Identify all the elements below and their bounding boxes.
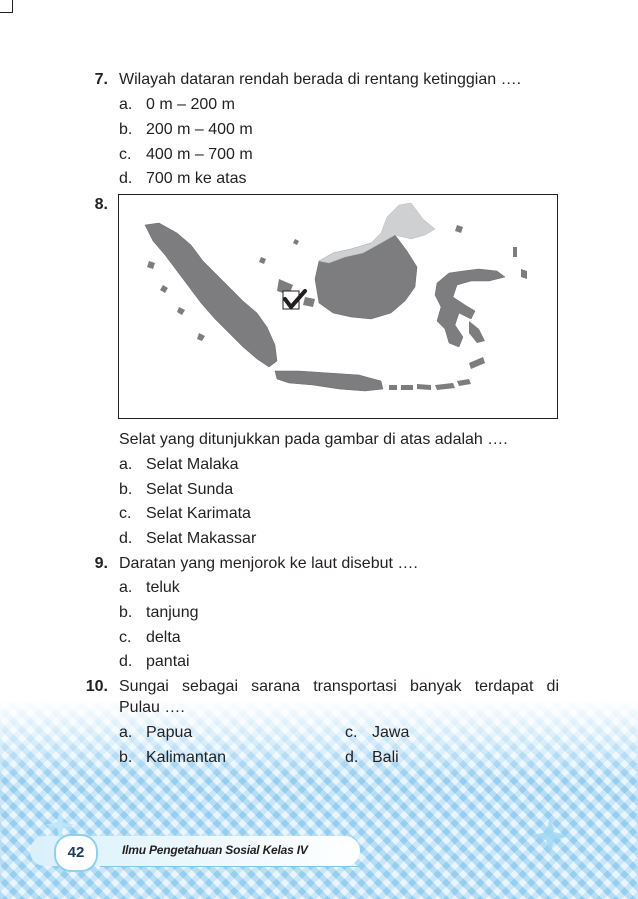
option-a[interactable] [119, 455, 239, 475]
option-letter: c. [345, 724, 358, 741]
option-letter: d. [119, 530, 133, 547]
option-b[interactable] [119, 603, 199, 623]
option-b[interactable] [119, 120, 253, 140]
sumatra-island [145, 223, 277, 367]
sparkle-icon [40, 806, 80, 846]
page-number: 42 [54, 834, 98, 872]
checkmark-icon [283, 291, 305, 309]
option-text: 400 m – 700 m [146, 146, 253, 163]
option-b[interactable] [119, 748, 226, 768]
option-letter: b. [119, 121, 133, 138]
option-a[interactable] [119, 578, 180, 598]
question-text-line-2: Pulau …. [119, 699, 185, 716]
option-text: Selat Sunda [146, 481, 234, 498]
option-letter: c. [119, 505, 132, 522]
option-letter: d. [119, 170, 133, 187]
option-text: pantai [146, 653, 190, 670]
option-text: tanjung [146, 604, 199, 621]
option-letter: d. [345, 749, 359, 766]
sulawesi-island [435, 269, 505, 347]
indonesia-map-graphic [119, 195, 557, 418]
option-letter: a. [119, 724, 133, 741]
option-c[interactable] [345, 723, 409, 743]
option-text: delta [146, 629, 181, 646]
question-text: Wilayah dataran rendah berada di rentang ketinggian …. [119, 71, 522, 88]
book-title: Ilmu Pengetahuan Sosial Kelas IV [122, 843, 308, 857]
indonesia-map [118, 194, 558, 419]
question-number: 9. [94, 555, 108, 572]
option-letter: c. [119, 146, 132, 163]
option-text: Selat Makassar [146, 530, 257, 547]
option-d[interactable] [119, 652, 190, 672]
riau-islands [259, 239, 299, 264]
option-text: Bali [372, 749, 399, 766]
option-letter: b. [119, 481, 133, 498]
option-d[interactable] [345, 748, 399, 768]
option-letter: b. [119, 749, 133, 766]
sulawesi-south-east [469, 321, 485, 343]
option-c[interactable] [119, 504, 251, 524]
option-letter: a. [119, 579, 133, 596]
question-number: 7. [94, 71, 108, 88]
question-number: 8. [94, 196, 108, 213]
java-island [275, 371, 383, 391]
sparkle-icon [520, 812, 580, 862]
option-text: Selat Malaka [146, 456, 239, 473]
question-number: 10. [85, 678, 108, 695]
option-d[interactable] [119, 169, 247, 189]
option-a[interactable] [119, 723, 192, 743]
option-b[interactable] [119, 480, 233, 500]
option-text: Kalimantan [146, 749, 227, 766]
question-text-line-1: Sungai sebagai sarana transportasi banyak terdapat di [119, 678, 559, 695]
option-c[interactable] [119, 145, 253, 165]
option-a[interactable] [119, 95, 235, 115]
option-letter: c. [119, 629, 132, 646]
option-text: Jawa [372, 724, 410, 741]
option-letter: a. [119, 96, 133, 113]
nusa-tenggara-islands [389, 357, 485, 390]
option-text: Selat Karimata [146, 505, 251, 522]
footer-divider [100, 866, 358, 867]
option-text: 700 m ke atas [146, 170, 247, 187]
option-letter: d. [119, 653, 133, 670]
option-text: teluk [146, 579, 180, 596]
option-text: 200 m – 400 m [146, 121, 253, 138]
option-text: 0 m – 200 m [146, 96, 235, 113]
option-text: Papua [146, 724, 193, 741]
question-text: Selat yang ditunjukkan pada gambar di atas adalah …. [119, 431, 508, 448]
question-text: Daratan yang menjorok ke laut disebut …. [119, 555, 418, 572]
option-d[interactable] [119, 529, 256, 549]
option-letter: b. [119, 604, 133, 621]
option-letter: a. [119, 456, 133, 473]
option-c[interactable] [119, 628, 181, 648]
